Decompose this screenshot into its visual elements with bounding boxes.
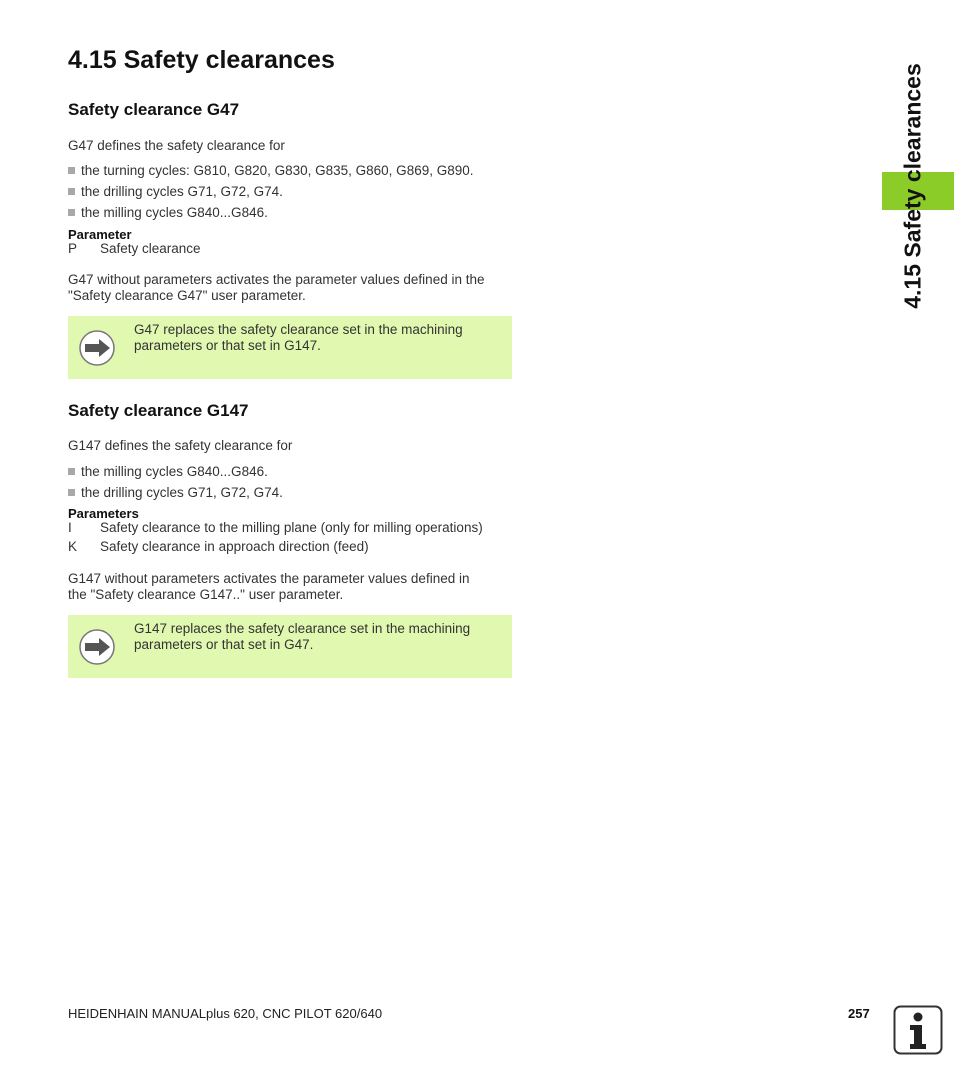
parameter-value: Safety clearance in approach direction (feed) xyxy=(100,539,369,554)
parameter-key: I xyxy=(68,520,72,535)
note-box-g147 xyxy=(68,615,512,678)
g47-intro: G47 defines the safety clearance for xyxy=(68,138,285,153)
arrow-right-icon xyxy=(78,628,116,666)
g147-intro: G147 defines the safety clearance for xyxy=(68,438,293,453)
bullet-square-icon xyxy=(68,188,75,195)
parameter-title: Parameters xyxy=(68,506,139,521)
list-item: the drilling cycles G71, G72, G74. xyxy=(68,184,283,200)
g47-body: G47 without parameters activates the parameter values defined in the "Safety clearance G47" user parameter. xyxy=(68,272,485,303)
note-text: G147 replaces the safety clearance set in the machining parameters or that set in G47. xyxy=(134,621,471,652)
arrow-right-icon xyxy=(78,329,116,367)
section-heading-g147: Safety clearance G147 xyxy=(68,401,249,420)
list-item: the milling cycles G840...G846. xyxy=(68,464,268,480)
list-item: the milling cycles G840...G846. xyxy=(68,205,268,221)
list-item: the turning cycles: G810, G820, G830, G835, G860, G869, G890. xyxy=(68,163,474,179)
parameter-title: Parameter xyxy=(68,227,132,242)
bullet-square-icon xyxy=(68,489,75,496)
section-heading-g47: Safety clearance G47 xyxy=(68,100,240,119)
list-item: the drilling cycles G71, G72, G74. xyxy=(68,485,283,501)
info-icon xyxy=(893,1005,943,1055)
note-text: G47 replaces the safety clearance set in the machining parameters or that set in G147. xyxy=(134,322,463,353)
note-box-g47 xyxy=(68,316,512,379)
bullet-square-icon xyxy=(68,167,75,174)
bullet-square-icon xyxy=(68,468,75,475)
side-title: 4.15 Safety clearances xyxy=(899,63,926,309)
parameter-value: Safety clearance to the milling plane (only for milling operations) xyxy=(100,520,483,535)
footer-text: HEIDENHAIN MANUALplus 620, CNC PILOT 620/640 xyxy=(68,1006,383,1021)
page-title: 4.15 Safety clearances xyxy=(68,46,335,74)
bullet-square-icon xyxy=(68,209,75,216)
parameter-key: P xyxy=(68,241,78,256)
page-number: 257 xyxy=(848,1006,870,1021)
parameter-value: Safety clearance xyxy=(100,241,201,256)
g147-body: G147 without parameters activates the parameter values defined in the "Safety clearance G147.." user parameter. xyxy=(68,571,470,602)
parameter-key: K xyxy=(68,539,78,554)
